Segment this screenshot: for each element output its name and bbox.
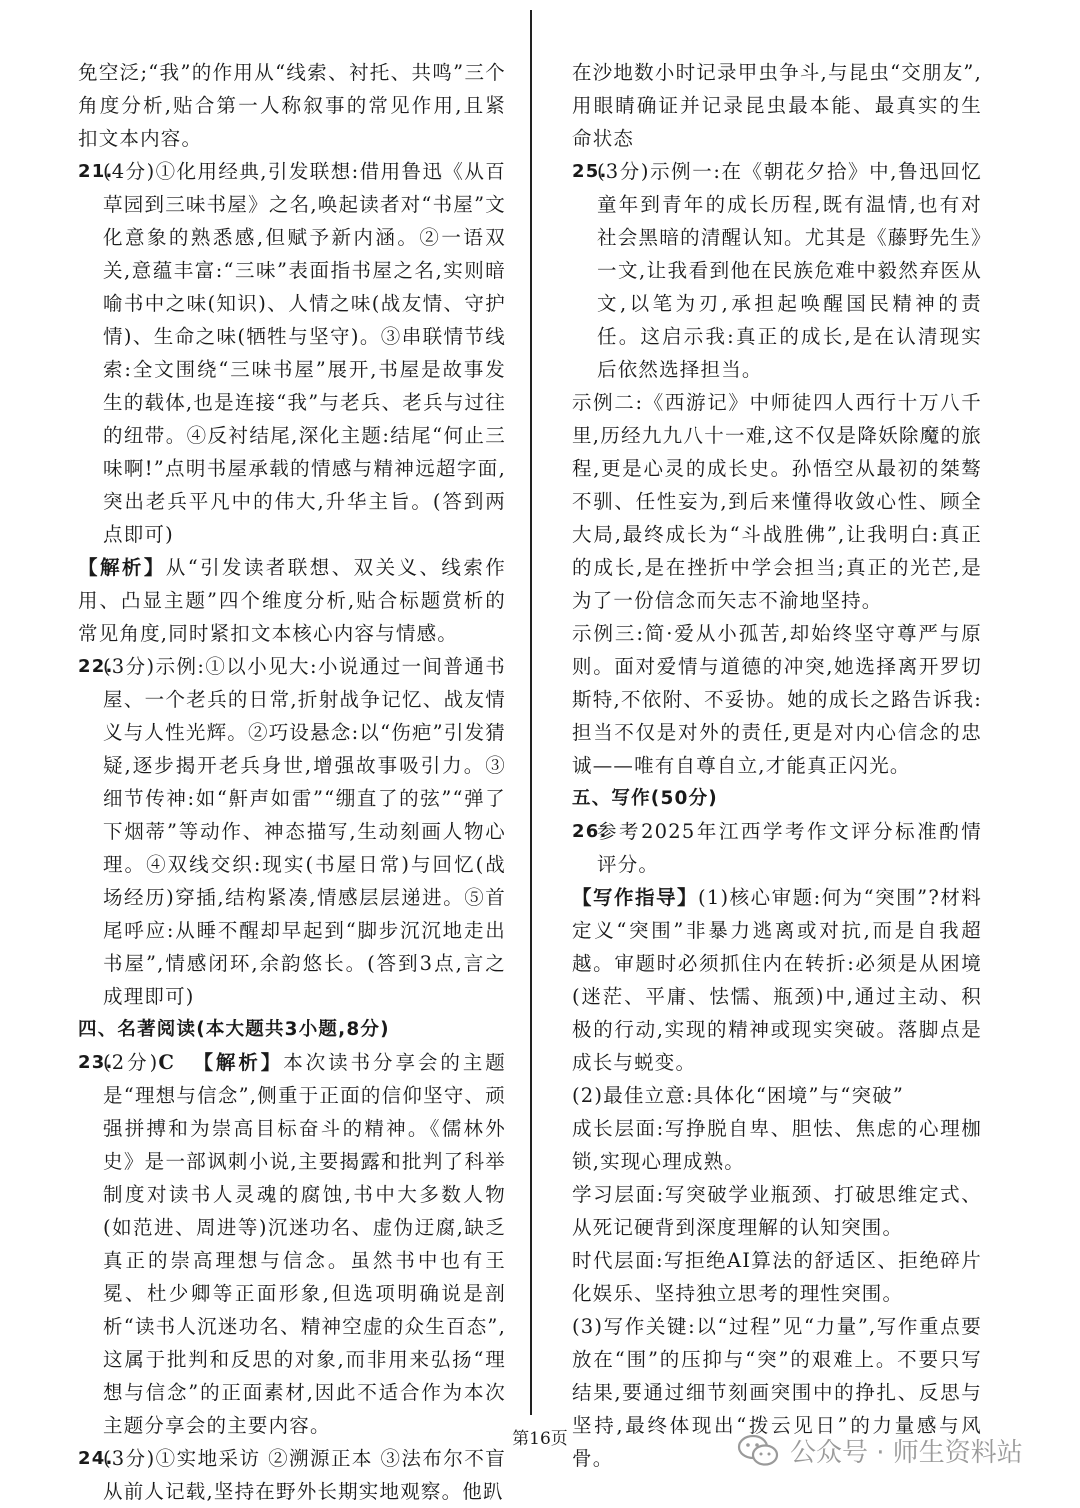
guide-tag: 【写作指导】: [572, 886, 699, 909]
question-25: [572, 155, 982, 386]
writing-guide-2: (2)最佳立意:具体化“困境”与“突破”: [572, 1084, 905, 1107]
section-heading: 五、写作(50分): [572, 788, 718, 809]
example-1: (3分)示例一:在《朝花夕拾》中,鲁迅回忆童年到青年的成长历程,既有温情,也有对社会黑暗的清醒认知。尤其是《藤野先生》一文,让我看到他在民族危难中毅然弃医从文,以笔为刃,承担起唤醒国民精神的责任。这启示我:真正的成长,是在认清现实后依然选择担当。: [597, 160, 982, 381]
question-22: [78, 650, 506, 1013]
right-column: [572, 56, 982, 1475]
page-number: 第16页: [512, 1429, 568, 1449]
intro-text: 免空泛;“我”的作用从“线索、衬托、共鸣”三个角度分析,贴合第一人称叙事的常见作用,且紧扣文本内容。: [78, 61, 506, 150]
writing-guide-4: 学习层面:写突破学业瓶颈、打破思维定式、从死记硬背到深度理解的认知突围。: [572, 1183, 982, 1239]
score: (2分): [103, 1051, 159, 1074]
answer-text: 参考2025年江西学考作文评分标准酌情评分。: [597, 820, 982, 876]
question-number: 24.: [78, 1448, 114, 1469]
q24-continuation: 在沙地数小时记录甲虫争斗,与昆虫“交朋友”,用眼睛确证并记录昆虫最本能、最真实的生命状态: [572, 61, 982, 150]
question-26: [572, 815, 982, 881]
left-column: [78, 56, 506, 1508]
writing-guide-1: [572, 881, 982, 1079]
analysis-text: 从“引发读者联想、双关义、线索作用、凸显主题”四个维度分析,贴合标题赏析的常见角度,同时紧扣文本核心内容与情感。: [78, 556, 506, 645]
answer-text: (3分)①实地采访 ②溯源正本 ③法布尔不盲从前人记载,坚持在野外长期实地观察。他趴: [103, 1447, 506, 1503]
writing-guide-3: 成长层面:写挣脱自卑、胆怯、焦虑的心理枷锁,实现心理成熟。: [572, 1117, 982, 1173]
analysis-tag: 【解析】: [193, 1051, 284, 1074]
writing-guide-6: (3)写作关键:以“过程”见“力量”,写作重点要放在“围”的压抑与“突”的艰难上。不要只写结果,要通过细节刻画突围中的挣扎、反思与坚持,最终体现出“拨云见日”的力量感与风骨。: [572, 1315, 982, 1470]
watermark: [736, 1432, 1023, 1469]
question-number: 26.: [572, 821, 608, 842]
example-3: 示例三:简·爱从小孤苦,却始终坚守尊严与原则。面对爱情与道德的冲突,她选择离开罗切斯特,不依附、不妥协。她的成长之路告诉我:担当不仅是对外的责任,更是对内心信念的忠诚——唯有自尊自立,才能真正闪光。: [572, 622, 982, 777]
analysis-21: [78, 551, 506, 650]
answer-text: (4分)①化用经典,引发联想:借用鲁迅《从百草园到三味书屋》之名,唤起读者对“书屋”文化意象的熟悉感,但赋予新内涵。②一语双关,意蕴丰富:“三味”表面指书屋之名,实则暗喻书中之味(知识)、人情之味(战友情、守护情)、生命之味(牺牲与坚守)。③串联情节线索:全文围绕“三味书屋”展开,书屋是故事发生的载体,也是连接“我”与老兵、老兵与过往的纽带。④反衬结尾,深化主题:结尾“何止三味啊!”点明书屋承载的情感与精神远超字面,突出老兵平凡中的伟大,升华主旨。(答到两点即可): [103, 160, 506, 546]
question-number: 21.: [78, 161, 114, 182]
question-number: 25.: [572, 161, 608, 182]
column-divider: [530, 10, 532, 1415]
wechat-icon: [736, 1433, 780, 1469]
question-number: 22.: [78, 656, 114, 677]
question-23: [78, 1046, 506, 1442]
analysis-tag: 【解析】: [78, 556, 166, 579]
answer-choice: C: [158, 1051, 176, 1074]
analysis-text: 本次读书分享会的主题是“理想与信念”,侧重于正面的信仰坚守、顽强拼搏和为崇高目标奋斗的精神。《儒林外史》是一部讽刺小说,主要揭露和批判了科举制度对读书人灵魂的腐蚀,书中大多数人物(如范进、周进等)沉迷功名、虚伪迂腐,缺乏真正的崇高理想与信念。虽然书中也有王冕、杜少卿等正面形象,但选项明确说是剖析“读书人沉迷功名、精神空虚的众生百态”,这属于批判和反思的对象,而非用来弘扬“理想与信念”的正面素材,因此不适合作为本次主题分享会的主要内容。: [103, 1051, 506, 1437]
question-21: [78, 155, 506, 551]
watermark-text: 公众号 · 师生资料站: [790, 1438, 1023, 1468]
example-2: 示例二:《西游记》中师徒四人西行十万八千里,历经九九八十一难,这不仅是降妖除魔的旅程,更是心灵的成长史。孙悟空从最初的桀骜不驯、任性妄为,到后来懂得收敛心性、顾全大局,最终成长为“斗战胜佛”,让我明白:真正的成长,是在挫折中学会担当;真正的光芒,是为了一份信念而矢志不渝地坚持。: [572, 391, 982, 612]
guide-text: (1)核心审题:何为“突围”?材料定义“突围”非暴力逃离或对抗,而是自我超越。审题时必须抓住内在转折:必须是从困境(迷茫、平庸、怯懦、瓶颈)中,通过主动、积极的行动,实现的精神或现实突破。落脚点是成长与蜕变。: [572, 886, 983, 1074]
answer-text: (3分)示例:①以小见大:小说通过一间普通书屋、一个老兵的日常,折射战争记忆、战友情义与人性光辉。②巧设悬念:以“伤疤”引发猜疑,逐步揭开老兵身世,增强故事吸引力。③细节传神:如“鼾声如雷”“绷直了的弦”“弹了下烟蒂”等动作、神态描写,生动刻画人物心理。④双线交织:现实(书屋日常)与回忆(战场经历)穿插,结构紧凑,情感层层递进。⑤首尾呼应:从睡不醒却早起到“脚步沉沉地走出书屋”,情感闭环,余韵悠长。(答到3点,言之成理即可): [103, 655, 506, 1008]
question-24: [78, 1442, 506, 1508]
section-heading: 四、名著阅读(本大题共3小题,8分): [78, 1019, 390, 1040]
writing-guide-5: 时代层面:写拒绝AI算法的舒适区、拒绝碎片化娱乐、坚持独立思考的理性突围。: [572, 1249, 982, 1305]
question-number: 23.: [78, 1052, 114, 1073]
